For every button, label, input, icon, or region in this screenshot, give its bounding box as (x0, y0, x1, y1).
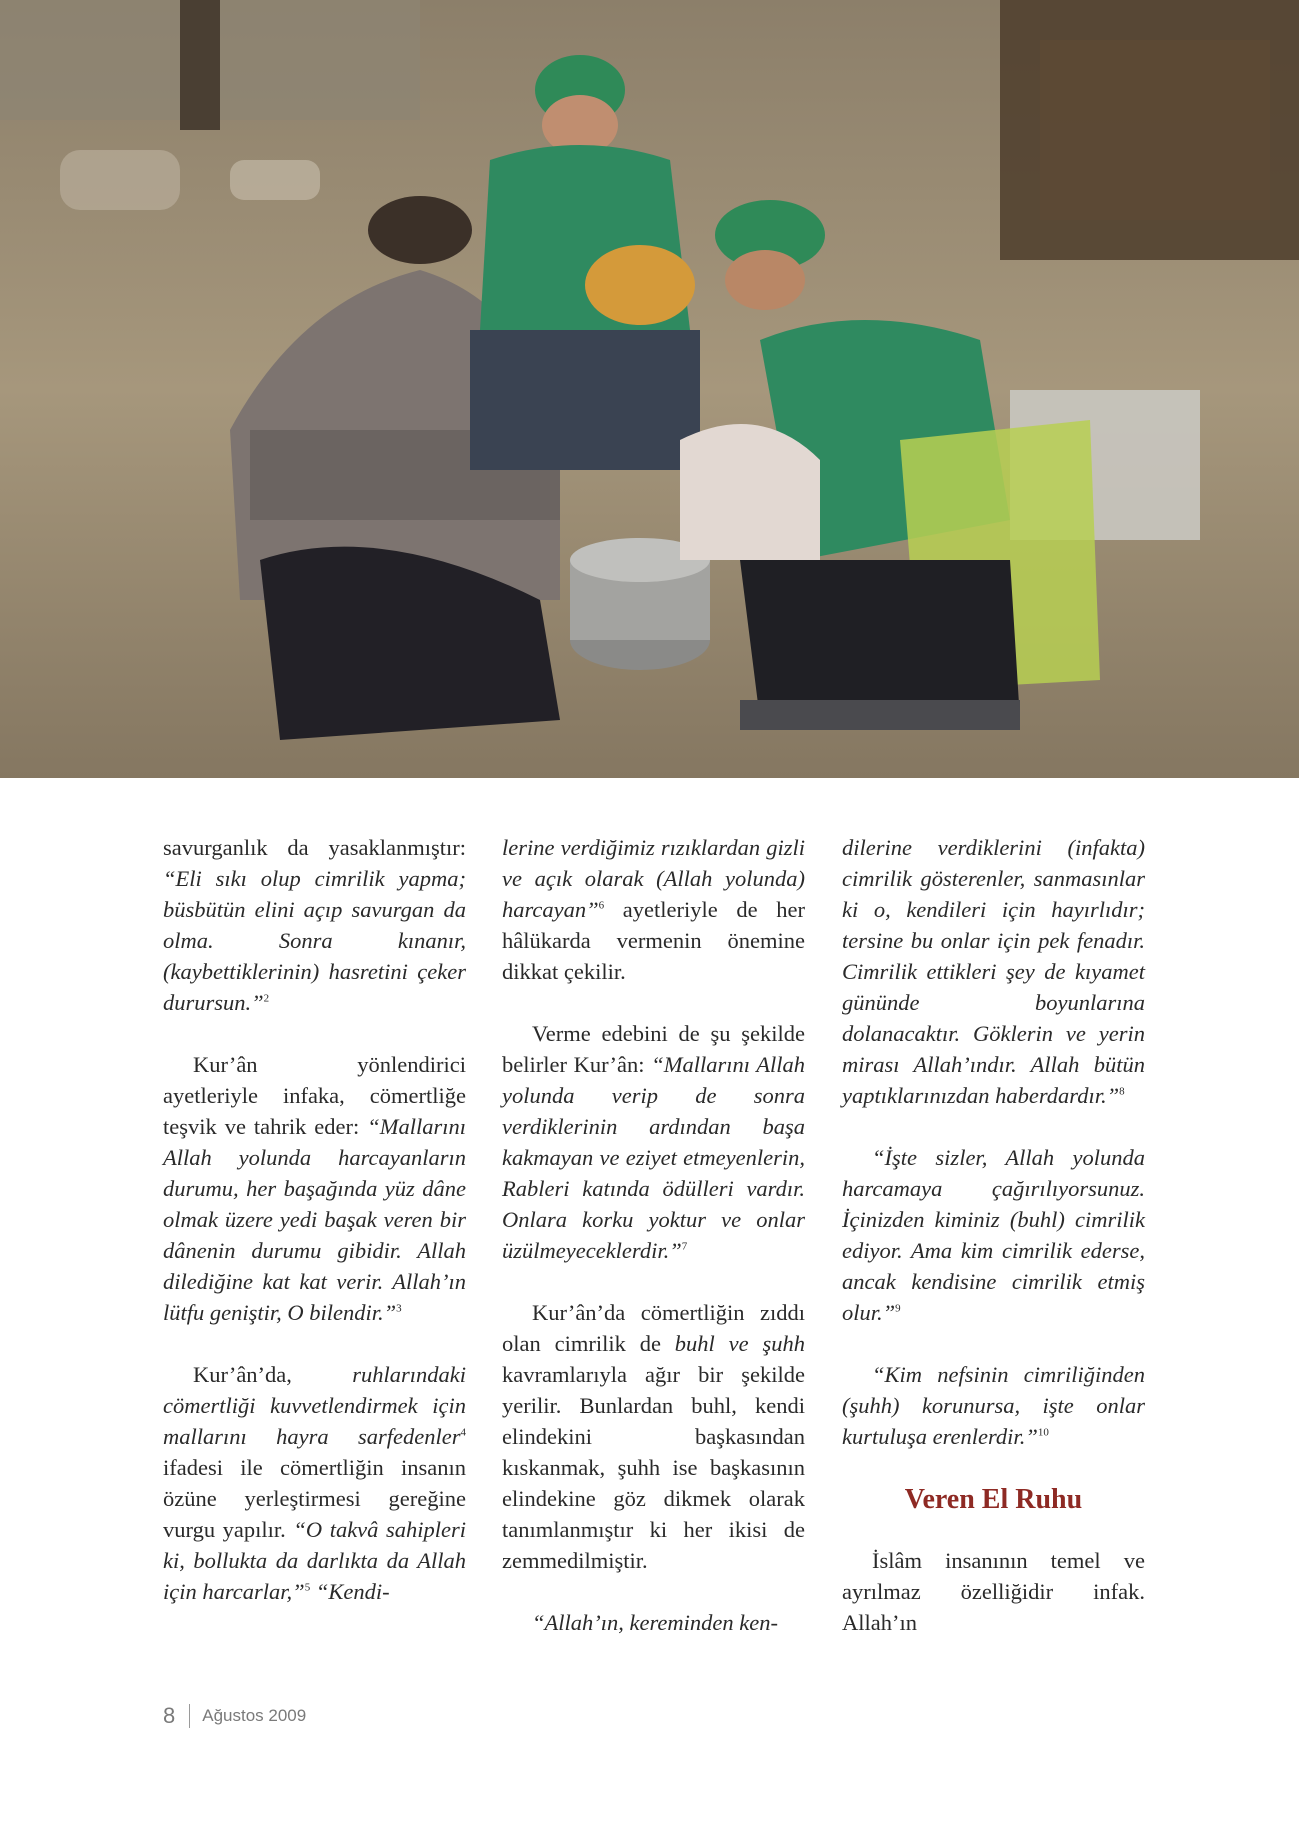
article-photo (0, 0, 1299, 778)
paragraph: “Kim nefsinin cimriliğinden (şuhh) korunursa, işte onlar kurtuluşa erenlerdir.”$^{10}$ (842, 1362, 1145, 1449)
footnote-ref: 7 (681, 1240, 688, 1253)
column-3 (842, 832, 1145, 1669)
footnote-ref: 8 (1119, 1085, 1125, 1098)
footnote-ref: 2 (263, 992, 270, 1005)
paragraph: Kur’ân yönlendirici ayetleriyle infaka, cömertliğe teşvik ve tahrik eder: “Mallarını Allah yolunda harcayanların durumu, her başağında yüz dâne olmak üzere yedi başak veren bir dânenin durumu gibidir. Allah dilediğine kat kat verir. Allah’ın lütfu geniştir, O bilendir.”$^3$ (163, 1052, 466, 1325)
footer-divider (189, 1704, 190, 1728)
section-heading: Veren El Ruhu (904, 1484, 1083, 1515)
footnote-ref: 9 (895, 1302, 901, 1315)
issue-date: Ağustos 2009 (202, 1706, 307, 1725)
photo-aid-workers-icon (0, 0, 1299, 778)
paragraph: Kur’ân’da, ruhlarındaki cömertliği kuvvetlendirmek için mallarını hayra sarfedenler$^4$ ifadesi ile cömertliğin insanın özüne yerleştirmesi gereğine vurgu yapılır. “O takvâ sahipleri ki, bollukta da darlıkta da Allah için harcarlar,”$^5$ “Kendi- (163, 1362, 466, 1604)
footnote-ref: 4 (460, 1426, 466, 1439)
paragraph: “İşte sizler, Allah yolunda harcamaya çağırılıyorsunuz. İçinizden kiminiz (buhl) cimrilik ediyor. Ama kim cimrilik ederse, ancak kendisine cimrilik etmiş olur.”$^9$ (842, 1145, 1145, 1325)
footnote-ref: 3 (396, 1302, 402, 1315)
paragraph: dilerine verdiklerini (infakta) cimrilik gösterenler, sanmasınlar ki o, kendileri için hayırlıdır; tersine bu onlar için pek fenadır. Cimrilik ettikleri şey de kıyamet gününde boyunlarına dolanacaktır. Göklerin ve yerin mirası Allah’ındır. Allah bütün yaptıklarınızdan haberdardır.”$^8$ (842, 835, 1145, 1108)
footnote-ref: 10 (1037, 1426, 1049, 1439)
paragraph: “Allah’ın, kereminden ken- (532, 1610, 778, 1635)
page-number: 8 (163, 1703, 176, 1728)
footnote-ref: 5 (304, 1581, 311, 1594)
paragraph: savurganlık da yasaklanmıştır: “Eli sıkı olup cimrilik yapma; büsbütün elini açıp savurgan da olma. Sonra kınanır, (kaybettiklerinin) hasretini çeker durursun.”$^2$ (163, 835, 466, 1015)
footnote-ref: 6 (598, 899, 605, 912)
paragraph: İslâm insanının temel ve ayrılmaz özelliğidir infak. Allah’ın (842, 1548, 1145, 1635)
page-footer (163, 1702, 306, 1730)
paragraph: Kur’ân’da cömertliğin zıddı olan cimrilik de buhl ve şuhh kavramlarıyla ağır bir şekilde yerilir. Bunlardan buhl, kendi elindekini başkasından kıskanmak, şuhh ise başkasının elindekine göz dikmek olarak tanımlanmıştır ki her ikisi de zemmedilmiştir. (502, 1300, 805, 1573)
column-2 (502, 832, 805, 1669)
paragraph: Verme edebini de şu şekilde belirler Kur’ân: “Mallarını Allah yolunda verip de sonra verdiklerinin ardından başa kakmayan ve eziyet etmeyenlerin, Rableri katında ödülleri vardır. Onlara korku yoktur ve onlar üzülmeyeceklerdir.”$^7$ (502, 1021, 805, 1263)
paragraph: lerine verdiğimiz rızıklardan gizli ve açık olarak (Allah yolunda) harcayan”$^6$ ayetleriyle de her hâlükarda vermenin önemine dikkat çekilir. (502, 835, 805, 984)
column-1 (163, 832, 466, 1638)
